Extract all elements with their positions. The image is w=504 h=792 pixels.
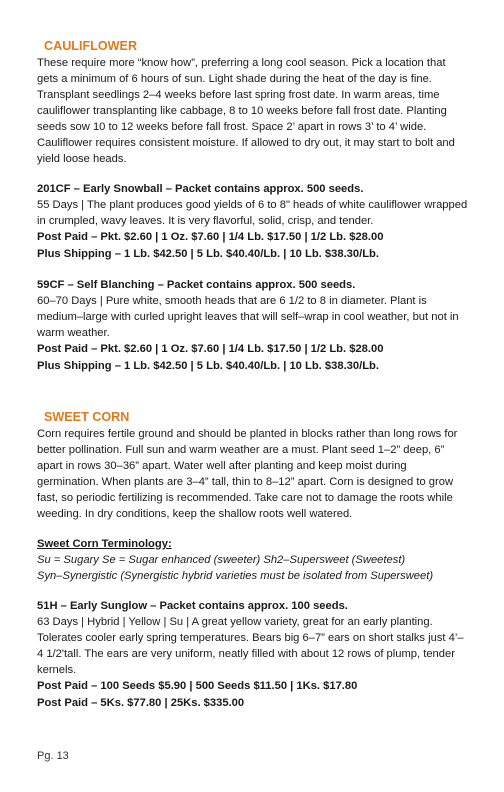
price-line: Post Paid – Pkt. $2.60 | 1 Oz. $7.60 | 1/4 Lb. $17.50 | 1/2 Lb. $28.00 (37, 231, 384, 243)
product-early-sunglow (37, 598, 469, 712)
product-self-blanching (37, 277, 469, 375)
price-line: Plus Shipping – 1 Lb. $42.50 | 5 Lb. $40.40/Lb. | 10 Lb. $38.30/Lb. (37, 248, 379, 260)
sweet-corn-heading: SWEET CORN (44, 410, 130, 424)
price-line: Post Paid – Pkt. $2.60 | 1 Oz. $7.60 | 1/4 Lb. $17.50 | 1/2 Lb. $28.00 (37, 343, 384, 355)
sweet-corn-section (37, 409, 469, 712)
terminology-block (37, 536, 469, 584)
product-title: 201CF – Early Snowball – Packet contains approx. 500 seeds. (37, 183, 364, 195)
product-description: 63 Days | Hybrid | Yellow | Su | A great yellow variety, great for an early planting. Tolerates cooler early spring temperatures. Bears big 6–7” ears on short stalks just 4’–4 1/2'tall. The ears are very uniform, neatly filled with about 12 rows of plump, tender kernels. (37, 616, 464, 676)
price-line: Post Paid – 5Ks. $77.80 | 25Ks. $335.00 (37, 697, 245, 709)
product-description: 55 Days | The plant produces good yields of 6 to 8" heads of white cauliflower wrapped in crumpled, wavy leaves. It is very flavorful, solid, crisp, and tender. (37, 199, 468, 227)
cauliflower-heading: CAULIFLOWER (44, 39, 138, 53)
cauliflower-intro: These require more “know how”, preferring a long cool season. Pick a location that gets a minimum of 6 hours of sun. Light shade during the heat of the day is fine. Transplant seedlings 2–4 weeks before last spring frost date. In warm areas, time cauliflower transplanting like cabbage, 8 to 10 weeks before fall frost date. Planting seeds sow 10 to 12 weeks before fall frost. Space 2’ apart in rows 3’ to 4’ wide. Cauliflower requires consistent moisture. If allowed to dry out, it may start to bolt and yield loose heads. (37, 57, 455, 165)
price-line: Plus Shipping – 1 Lb. $42.50 | 5 Lb. $40.40/Lb. | 10 Lb. $38.30/Lb. (37, 360, 379, 372)
price-line: Post Paid – 100 Seeds $5.90 | 500 Seeds $11.50 | 1Ks. $17.80 (37, 680, 358, 692)
page-number: Pg. 13 (37, 750, 69, 762)
product-early-snowball (37, 181, 469, 263)
product-title: 59CF – Self Blanching – Packet contains approx. 500 seeds. (37, 279, 356, 291)
product-title: 51H – Early Sunglow – Packet contains approx. 100 seeds. (37, 600, 348, 612)
sweet-corn-intro: Corn requires fertile ground and should be planted in blocks rather than long rows for better pollination. Full sun and warm weather are a must. Plant seed 1–2” deep, 6” apart in rows 30–36” apart. Water well after planting and keep moist during germination. When plants are 3–4” tall, thin to 8–12” apart. Corn is designed to grow fast, so periodic fertilizing is recommended. Take care not to damage the roots while weeding. In dry conditions, keep the shallow roots well watered. (37, 428, 458, 520)
terminology-line: Syn–Synergistic (Synergistic hybrid varieties must be isolated from Supersweet) (37, 570, 434, 582)
terminology-line: Su = Sugary Se = Sugar enhanced (sweeter) Sh2–Supersweet (Sweetest) (37, 554, 406, 566)
product-description: 60–70 Days | Pure white, smooth heads that are 6 1/2 to 8 in diameter. Plant is medium–large with curled upright leaves that will self–wrap in cool weather, but not in warm weather. (37, 295, 459, 339)
terminology-title: Sweet Corn Terminology: (37, 538, 172, 550)
catalog-page (37, 38, 469, 712)
cauliflower-section (37, 38, 469, 375)
